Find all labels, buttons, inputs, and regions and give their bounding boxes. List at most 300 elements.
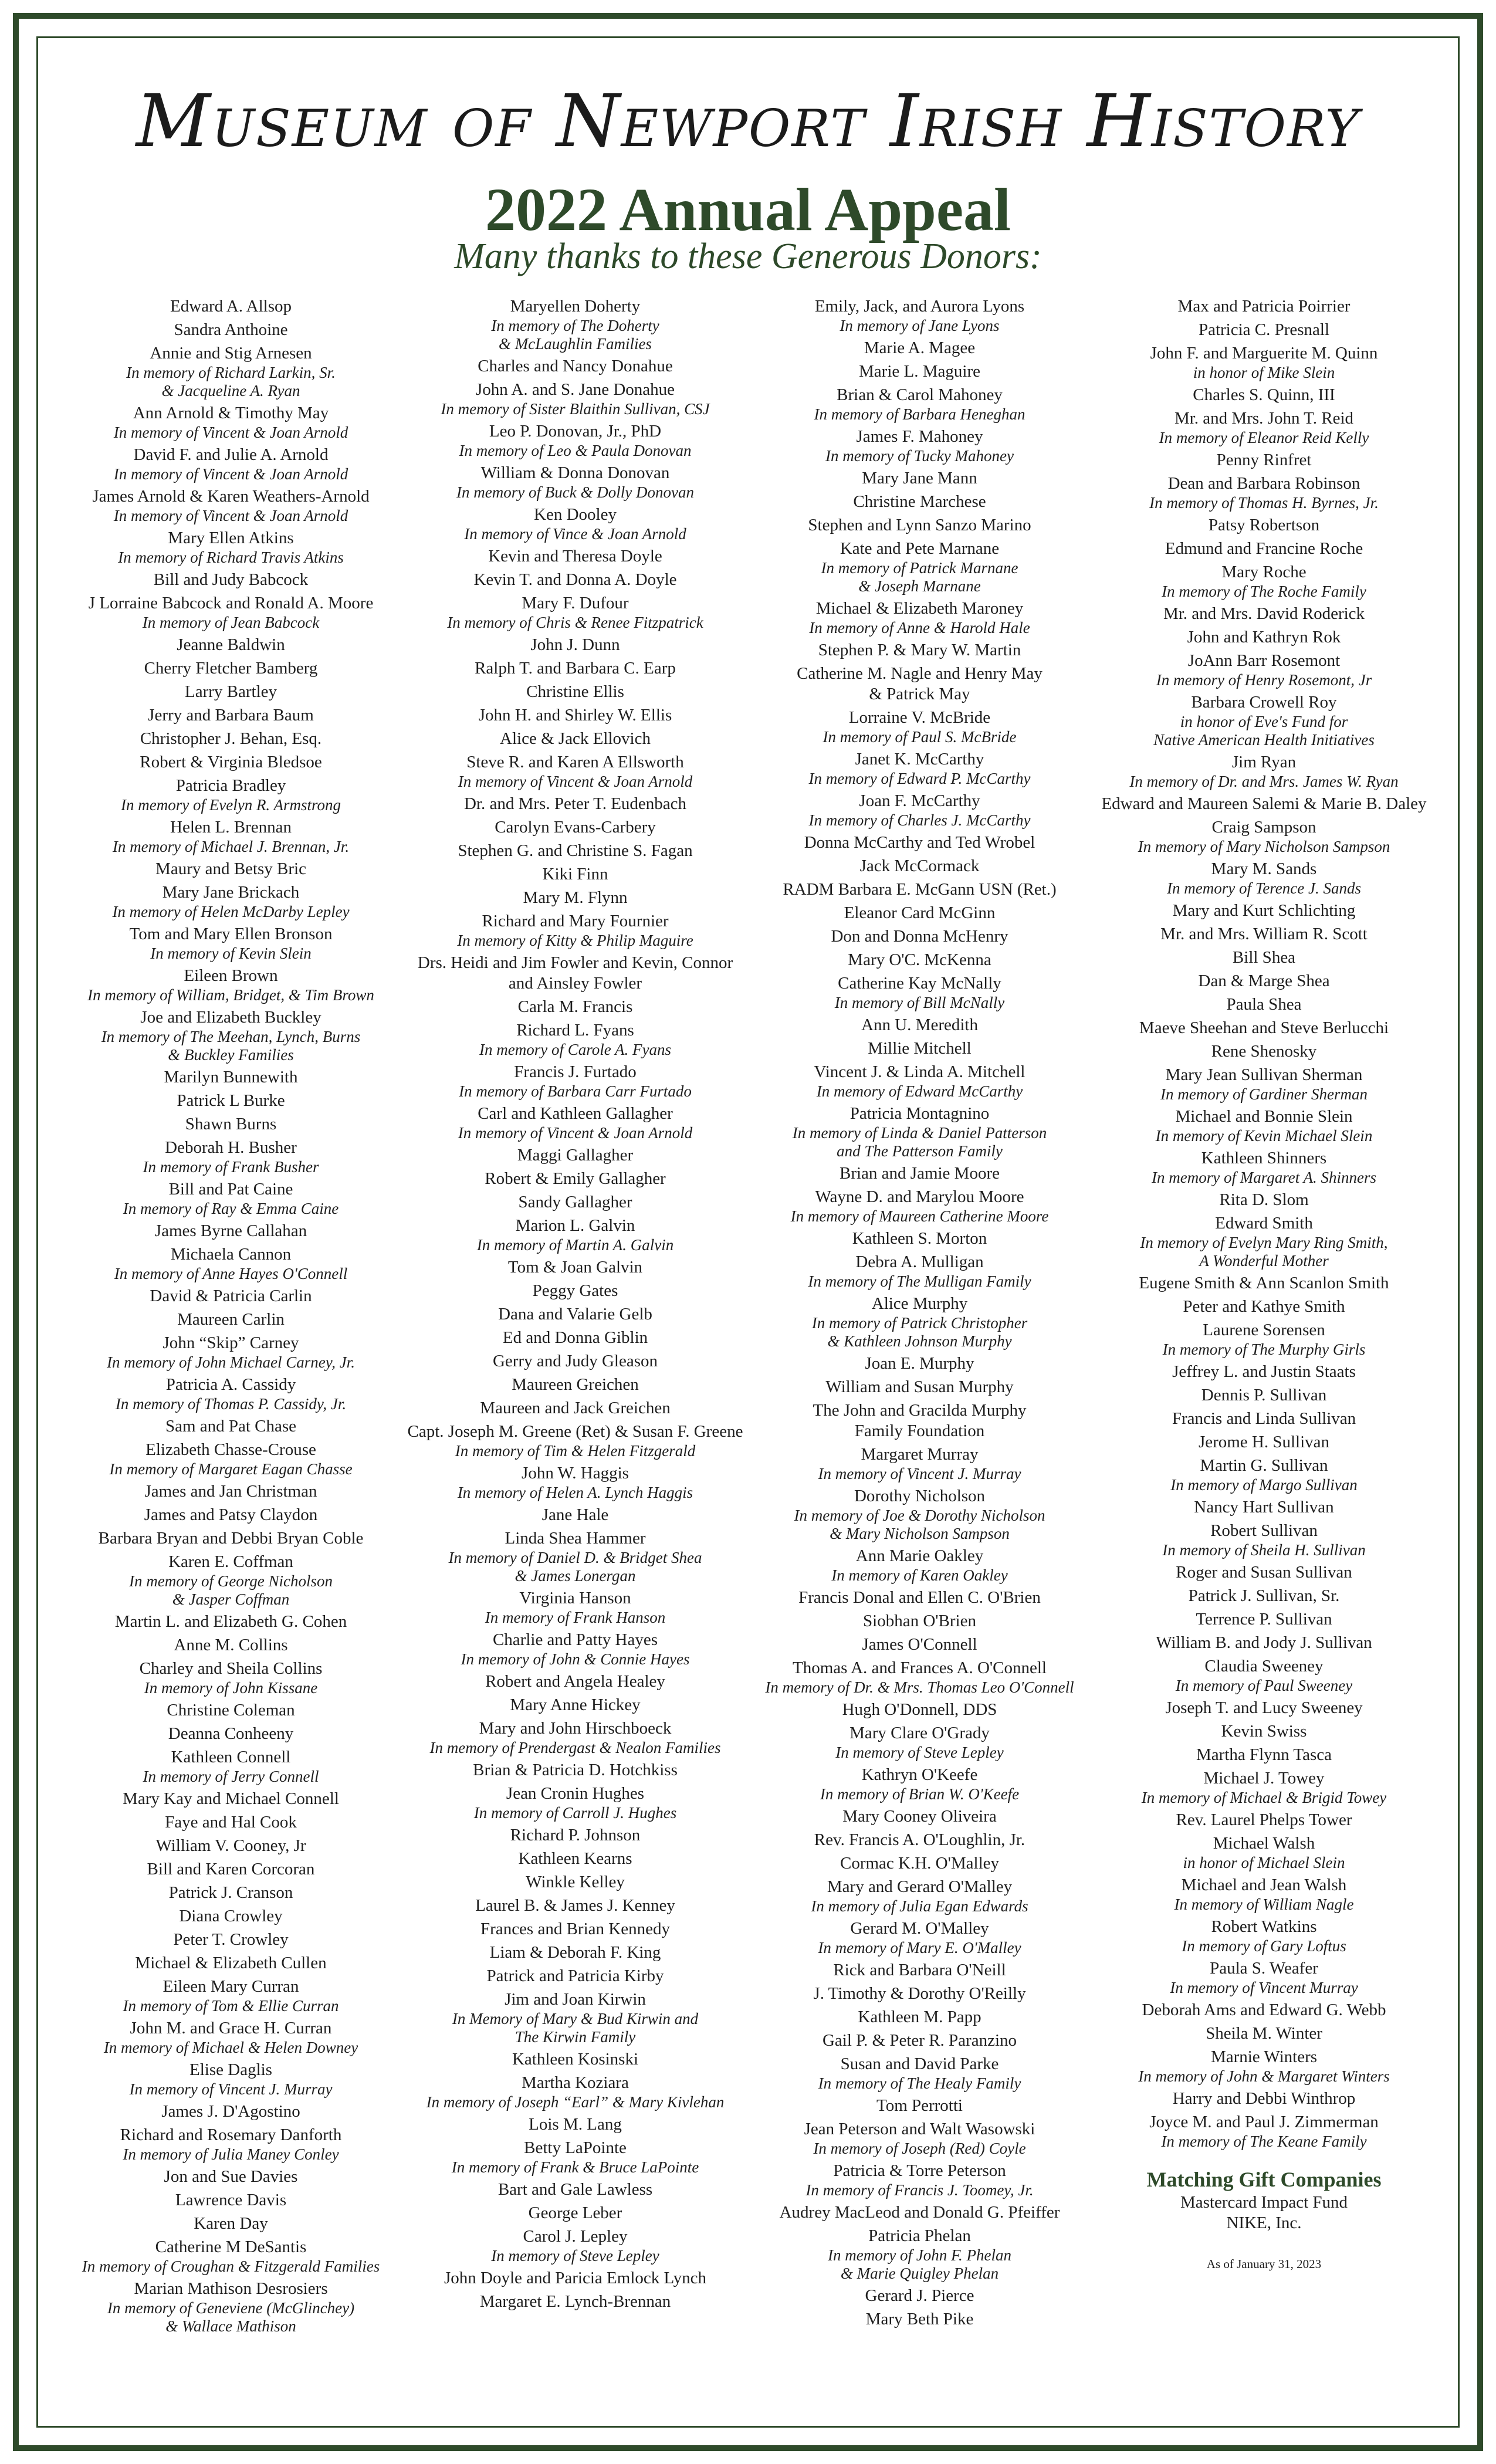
donor-entry bbox=[59, 729, 403, 752]
donor-name: JoAnn Barr Rosemont bbox=[1187, 651, 1341, 670]
donor-name: Jim Ryan bbox=[1231, 753, 1297, 771]
donor-entry bbox=[403, 635, 747, 658]
donor-name: Kathleen Shinners bbox=[1201, 1149, 1327, 1167]
donor-column-3 bbox=[747, 296, 1092, 2414]
donor-entry bbox=[403, 705, 747, 729]
donor-name: Rev. Francis A. O'Loughlin, Jr. bbox=[814, 1830, 1025, 1849]
donor-name: Richard P. Johnson bbox=[510, 1826, 641, 1844]
donor-entry bbox=[59, 817, 403, 859]
dedication-line: In memory of Henry Rosemont, Jr bbox=[1156, 671, 1372, 689]
donor-entry bbox=[59, 2018, 403, 2060]
donor-name: Patsy Robertson bbox=[1208, 516, 1320, 534]
donor-name: Drs. Heidi and Jim Fowler and Kevin, Connor bbox=[417, 953, 733, 972]
dedication-line: In memory of Dr. & Mrs. Thomas Leo O'Connell bbox=[765, 1678, 1074, 1696]
dedication-line: In memory of Vince & Joan Arnold bbox=[464, 525, 686, 543]
donor-entry bbox=[403, 1825, 747, 1849]
donor-name: Ken Dooley bbox=[534, 505, 617, 524]
dedication-line: In memory of Patrick Marnane bbox=[821, 559, 1018, 577]
donor-name-continued: Family Foundation bbox=[854, 1421, 985, 1440]
dedication-line: A Wonderful Mother bbox=[1199, 1252, 1329, 1270]
donor-name: Joyce M. and Paul J. Zimmerman bbox=[1149, 2113, 1379, 2131]
dedication-line: In memory of The Roche Family bbox=[1162, 583, 1366, 600]
donor-name: Deanna Conheeny bbox=[168, 1724, 294, 1743]
donor-entry bbox=[59, 1859, 403, 1883]
donor-entry bbox=[59, 570, 403, 593]
donor-name: Alice & Jack Ellovich bbox=[500, 729, 651, 748]
dedication-line: & Jacqueline A. Ryan bbox=[161, 382, 300, 400]
donor-entry bbox=[59, 486, 403, 528]
donor-name: Kevin and Theresa Doyle bbox=[488, 547, 662, 566]
donor-name: Stephen G. and Christine S. Fagan bbox=[458, 841, 693, 860]
donor-entry bbox=[1092, 651, 1436, 692]
donor-entry bbox=[59, 1724, 403, 1747]
donor-entry bbox=[747, 1294, 1092, 1353]
donor-entry bbox=[59, 859, 403, 882]
donor-name: William B. and Jody J. Sullivan bbox=[1156, 1633, 1372, 1652]
donor-entry bbox=[747, 1830, 1092, 1853]
dedication-line: In memory of John Kissane bbox=[144, 1679, 318, 1697]
dedication-line: In memory of John Michael Carney, Jr. bbox=[107, 1353, 355, 1371]
donor-entry bbox=[59, 1552, 403, 1612]
donor-name: Edward and Maureen Salemi & Marie B. Daley bbox=[1101, 794, 1427, 813]
donor-entry bbox=[403, 1281, 747, 1304]
donor-name: Janet K. McCarthy bbox=[855, 750, 984, 769]
donor-name: Faye and Hal Cook bbox=[165, 1813, 297, 1832]
donor-name: Eleanor Card McGinn bbox=[844, 903, 996, 922]
dedication-line: & Wallace Mathison bbox=[165, 2317, 296, 2335]
donor-name: Gail P. & Peter R. Paranzino bbox=[822, 2031, 1017, 2050]
donor-name: Thomas A. and Frances A. O'Connell bbox=[793, 1659, 1047, 1677]
dedication-line: In memory of Leo & Paula Donovan bbox=[459, 442, 692, 459]
dedication-line: In memory of Joseph (Red) Coyle bbox=[813, 2140, 1026, 2157]
donor-entry bbox=[1092, 604, 1436, 627]
dedication-line: In memory of Frank & Bruce LaPointe bbox=[451, 2158, 699, 2176]
donor-name: Annie and Stig Arnesen bbox=[150, 344, 312, 363]
dedication-line: In memory of Michael J. Brennan, Jr. bbox=[112, 838, 350, 855]
donor-name: Marie L. Maguire bbox=[859, 362, 980, 381]
donor-name: Laurene Sorensen bbox=[1203, 1321, 1325, 1339]
donor-entry bbox=[403, 794, 747, 817]
donor-name: Mr. and Mrs. David Roderick bbox=[1163, 604, 1365, 623]
donor-entry bbox=[59, 445, 403, 486]
donor-entry bbox=[59, 1953, 403, 1976]
donor-name: Dean and Barbara Robinson bbox=[1167, 474, 1360, 493]
donor-entry bbox=[1092, 1810, 1436, 1833]
dedication-line: In memory of Paul S. McBride bbox=[823, 728, 1017, 746]
donor-name: Gerard J. Pierce bbox=[865, 2286, 974, 2305]
donor-entry bbox=[403, 2073, 747, 2114]
donor-name: Michael & Elizabeth Cullen bbox=[135, 1954, 327, 1972]
donor-name: Charley and Sheila Collins bbox=[139, 1659, 323, 1678]
donor-entry bbox=[59, 1528, 403, 1552]
donor-entry bbox=[59, 1221, 403, 1244]
dedication-line: In memory of Kevin Michael Slein bbox=[1155, 1127, 1373, 1145]
donor-name: Francis and Linda Sullivan bbox=[1172, 1409, 1356, 1428]
donor-name: Kevin T. and Donna A. Doyle bbox=[473, 570, 677, 589]
dedication-line: In memory of Mary Nicholson Sampson bbox=[1138, 838, 1390, 855]
donor-entry bbox=[1092, 473, 1436, 515]
dedication-line: In memory of John & Margaret Winters bbox=[1138, 2067, 1390, 2085]
dedication-line: In memory of Kevin Slein bbox=[150, 945, 312, 962]
donor-entry bbox=[403, 505, 747, 546]
dedication-line: In memory of Helen McDarby Lepley bbox=[112, 903, 350, 920]
donor-entry bbox=[747, 2309, 1092, 2333]
donor-name: David F. and Julie A. Arnold bbox=[133, 445, 329, 464]
donor-entry bbox=[747, 664, 1092, 708]
page-title: Museum of Newport Irish History bbox=[136, 79, 1360, 164]
donor-entry bbox=[747, 926, 1092, 950]
donor-entry bbox=[403, 1718, 747, 1760]
donor-entry bbox=[59, 2060, 403, 2101]
donor-entry bbox=[1092, 2023, 1436, 2047]
dedication-line: In memory of Vincent & Joan Arnold bbox=[113, 465, 348, 483]
donor-name: Michael and Jean Walsh bbox=[1181, 1876, 1347, 1894]
donor-name: Rick and Barbara O'Neill bbox=[833, 1961, 1006, 1979]
donor-name: Christine Ellis bbox=[526, 682, 624, 701]
dedication-line: In memory of Richard Travis Atkins bbox=[118, 549, 344, 566]
donor-name: Mary O'C. McKenna bbox=[848, 950, 991, 969]
donor-entry bbox=[747, 1228, 1092, 1252]
donor-name: Barbara Crowell Roy bbox=[1191, 693, 1337, 712]
donor-name: Charles S. Quinn, III bbox=[1193, 385, 1335, 404]
donor-entry bbox=[747, 1104, 1092, 1163]
donor-entry bbox=[747, 2119, 1092, 2161]
donor-name: Dan & Marge Shea bbox=[1198, 972, 1330, 990]
dedication-line: In memory of George Nicholson bbox=[129, 1572, 333, 1590]
donor-name: Gerard M. O'Malley bbox=[850, 1919, 989, 1938]
dedication-line: In memory of Vincent J. Murray bbox=[129, 2080, 333, 2098]
dedication-line: In memory of Geneviene (McGlinchey) bbox=[107, 2299, 355, 2317]
donor-name: Stephen P. & Mary W. Martin bbox=[818, 641, 1021, 659]
donor-entry bbox=[1092, 1385, 1436, 1409]
donor-name: John M. and Grace H. Curran bbox=[130, 2019, 332, 2037]
donor-entry bbox=[747, 2007, 1092, 2030]
donor-entry bbox=[1092, 1432, 1436, 1456]
donor-name: Michaela Cannon bbox=[170, 1245, 292, 1264]
donor-name: Mary Ellen Atkins bbox=[168, 529, 294, 547]
donor-name: Bill and Karen Corcoran bbox=[147, 1860, 315, 1879]
donor-name: Bill Shea bbox=[1232, 948, 1296, 967]
donor-entry bbox=[1092, 385, 1436, 408]
donor-entry bbox=[403, 2268, 747, 2292]
donor-name: Mary Cooney Oliveira bbox=[842, 1807, 997, 1826]
donor-name: Ed and Donna Giblin bbox=[502, 1328, 648, 1347]
donor-entry bbox=[1092, 794, 1436, 817]
donor-name: Margaret E. Lynch-Brennan bbox=[479, 2292, 671, 2311]
donor-name: Rene Shenosky bbox=[1211, 1042, 1317, 1061]
donor-entry bbox=[747, 1918, 1092, 1960]
donor-name: Rev. Laurel Phelps Tower bbox=[1176, 1810, 1352, 1829]
donor-entry bbox=[747, 427, 1092, 468]
dedication-line: In memory of The Mulligan Family bbox=[808, 1272, 1031, 1290]
dedication-line: In memory of The Murphy Girls bbox=[1162, 1341, 1366, 1358]
donor-name: Mary Anne Hickey bbox=[510, 1695, 641, 1714]
donor-entry bbox=[403, 2049, 747, 2073]
donor-name: Peggy Gates bbox=[532, 1281, 618, 1300]
donor-entry bbox=[403, 1505, 747, 1528]
donor-name: Joe and Elizabeth Buckley bbox=[140, 1008, 321, 1027]
dedication-line: In memory of Terence J. Sands bbox=[1167, 879, 1361, 897]
donor-name: James Byrne Callahan bbox=[154, 1221, 307, 1240]
donor-name: Richard and Rosemary Danforth bbox=[120, 2125, 342, 2144]
donor-entry bbox=[59, 1635, 403, 1659]
donor-entry bbox=[1092, 924, 1436, 947]
dedication-line: In memory of Gardiner Sherman bbox=[1160, 1085, 1368, 1103]
donor-entry bbox=[59, 1747, 403, 1789]
dedication-line: In memory of The Doherty bbox=[491, 317, 659, 334]
donor-name: Stephen and Lynn Sanzo Marino bbox=[808, 516, 1031, 534]
donor-name: Edmund and Francine Roche bbox=[1165, 539, 1363, 558]
dedication-line: In memory of Paul Sweeney bbox=[1175, 1677, 1353, 1694]
donor-entry bbox=[403, 1695, 747, 1718]
donor-entry bbox=[59, 1067, 403, 1091]
donor-name: Michael and Bonnie Slein bbox=[1175, 1107, 1353, 1126]
donor-name: Ann Arnold & Timothy May bbox=[133, 404, 329, 422]
donor-name: Margaret Murray bbox=[861, 1445, 979, 1464]
donor-entry bbox=[747, 791, 1092, 832]
donor-name: Martha Flynn Tasca bbox=[1196, 1745, 1332, 1764]
donor-entry bbox=[747, 1806, 1092, 1830]
donor-name: Sandra Anthoine bbox=[174, 320, 288, 339]
dedication-line: in honor of Eve's Fund for bbox=[1180, 713, 1348, 730]
donor-name: Kathryn O'Keefe bbox=[861, 1765, 978, 1784]
donor-entry bbox=[747, 598, 1092, 640]
donor-name: Kathleen M. Papp bbox=[858, 2008, 981, 2026]
donor-name: Linda Shea Hammer bbox=[505, 1529, 646, 1548]
dedication-line: In memory of Patrick Christopher bbox=[811, 1314, 1028, 1332]
donor-name: Bill and Judy Babcock bbox=[153, 570, 309, 589]
donor-entry bbox=[59, 1309, 403, 1333]
donor-name: Mary M. Sands bbox=[1211, 859, 1317, 878]
dedication-line: In memory of Mary E. O'Malley bbox=[818, 1939, 1021, 1957]
donor-name: Alice Murphy bbox=[871, 1294, 968, 1313]
dedication-line: In memory of Thomas H. Byrnes, Jr. bbox=[1149, 494, 1379, 512]
donor-entry bbox=[1092, 752, 1436, 794]
donor-entry bbox=[59, 752, 403, 776]
donor-entry bbox=[403, 1328, 747, 1351]
donor-entry bbox=[1092, 1497, 1436, 1521]
appeal-heading: 2022 Annual Appeal bbox=[485, 176, 1011, 243]
dedication-line: In memory of Chris & Renee Fitzpatrick bbox=[447, 614, 703, 631]
donor-name: William V. Cooney, Jr bbox=[155, 1836, 306, 1855]
dedication-line: In memory of Carroll J. Hughes bbox=[473, 1804, 677, 1822]
donor-entry bbox=[403, 841, 747, 864]
donor-name: Kate and Pete Marnane bbox=[840, 539, 1000, 558]
dedication-line: & Marie Quigley Phelan bbox=[840, 2265, 999, 2282]
donor-name: Jerome H. Sullivan bbox=[1198, 1433, 1330, 1451]
donor-entry bbox=[403, 1942, 747, 1966]
donor-name: Patricia A. Cassidy bbox=[165, 1375, 296, 1394]
dedication-line: In memory of Joseph “Earl” & Mary Kivlehan bbox=[426, 2093, 725, 2111]
dedication-line: In memory of Buck & Dolly Donovan bbox=[456, 483, 694, 501]
donor-entry bbox=[59, 2213, 403, 2237]
dedication-line: In Memory of Mary & Bud Kirwin and bbox=[452, 2010, 699, 2028]
donor-name: J. Timothy & Dorothy O'Reilly bbox=[813, 1984, 1026, 2003]
donor-entry bbox=[1092, 1213, 1436, 1273]
donor-entry bbox=[747, 1853, 1092, 1877]
dedication-line: In memory of Daniel D. & Bridget Shea bbox=[448, 1549, 702, 1566]
dedication-line: In memory of Kitty & Philip Maguire bbox=[457, 932, 693, 949]
donor-entry bbox=[403, 817, 747, 841]
donor-name: Susan and David Parke bbox=[840, 2055, 999, 2073]
donor-entry bbox=[747, 492, 1092, 515]
donor-name: Patrick J. Sullivan, Sr. bbox=[1188, 1586, 1340, 1605]
dedication-line: In memory of Anne Hayes O'Connell bbox=[114, 1265, 348, 1282]
donor-entry bbox=[747, 2226, 1092, 2286]
donor-name: Robert Watkins bbox=[1211, 1917, 1317, 1936]
donor-name: Paula Shea bbox=[1226, 995, 1302, 1014]
donor-entry bbox=[747, 1700, 1092, 1723]
dedication-line: In memory of Joe & Dorothy Nicholson bbox=[794, 1507, 1045, 1524]
donor-entry bbox=[59, 1091, 403, 1114]
donor-entry bbox=[747, 468, 1092, 492]
donor-name: James O'Connell bbox=[862, 1635, 977, 1654]
dedication-line: & Joseph Marnane bbox=[858, 577, 981, 595]
donor-entry bbox=[1092, 1562, 1436, 1586]
donor-entry bbox=[747, 1163, 1092, 1187]
dedication-line: In memory of The Keane Family bbox=[1161, 2133, 1367, 2150]
donor-entry bbox=[747, 1960, 1092, 1984]
donor-name: George Leber bbox=[528, 2204, 622, 2222]
donor-name: Maureen and Jack Greichen bbox=[480, 1399, 671, 1417]
donor-name: Maryellen Doherty bbox=[510, 297, 641, 316]
donor-entry bbox=[59, 1375, 403, 1416]
dedication-line: The Kirwin Family bbox=[515, 2028, 636, 2046]
donor-name: Charles and Nancy Donahue bbox=[478, 357, 673, 375]
donor-name: Lois M. Lang bbox=[529, 2115, 622, 2134]
donor-name: Christopher J. Behan, Esq. bbox=[140, 729, 322, 748]
matching-company: Mastercard Impact Fund bbox=[1180, 2193, 1348, 2212]
donor-entry bbox=[59, 593, 403, 635]
donor-name: Larry Bartley bbox=[184, 682, 277, 701]
donor-name: Patricia C. Presnall bbox=[1198, 320, 1330, 339]
donor-entry bbox=[747, 1877, 1092, 1918]
donor-entry bbox=[747, 1984, 1092, 2007]
donor-name: Michael J. Towey bbox=[1203, 1769, 1325, 1788]
donor-name: Robert & Virginia Bledsoe bbox=[140, 753, 322, 771]
donor-entry bbox=[59, 966, 403, 1007]
donor-name: Maeve Sheehan and Steve Berlucchi bbox=[1139, 1018, 1389, 1037]
donor-name: Don and Donna McHenry bbox=[831, 927, 1008, 946]
donor-name: Roger and Susan Sullivan bbox=[1176, 1563, 1352, 1582]
donor-name: Edward Smith bbox=[1215, 1214, 1313, 1233]
donor-entry bbox=[403, 1872, 747, 1896]
donor-name: Patricia Phelan bbox=[868, 2226, 971, 2245]
donor-name: Carol J. Lepley bbox=[523, 2227, 628, 2246]
donor-entry bbox=[1092, 2000, 1436, 2023]
donor-entry bbox=[59, 658, 403, 682]
donor-entry bbox=[403, 953, 747, 997]
donor-name: Patrick and Patricia Kirby bbox=[486, 1967, 664, 1985]
donor-name: Edward A. Allsop bbox=[170, 297, 292, 316]
dedication-line: In memory of Maureen Catherine Moore bbox=[790, 1207, 1049, 1225]
donor-name: John A. and S. Jane Donahue bbox=[475, 380, 675, 399]
donor-entry bbox=[747, 515, 1092, 539]
donor-name: Catherine Kay McNally bbox=[838, 974, 1001, 993]
donor-entry bbox=[1092, 1018, 1436, 1041]
donor-name: James Arnold & Karen Weathers-Arnold bbox=[92, 487, 370, 506]
donor-name: Shawn Burns bbox=[185, 1115, 277, 1133]
donor-name: Patricia Montagnino bbox=[849, 1104, 990, 1123]
donor-name: Frances and Brian Kennedy bbox=[480, 1920, 670, 1938]
donor-entry bbox=[1092, 1106, 1436, 1148]
donor-name: RADM Barbara E. McGann USN (Ret.) bbox=[783, 880, 1057, 899]
donor-entry bbox=[403, 593, 747, 635]
donor-name: James F. Mahoney bbox=[856, 427, 983, 446]
donor-name: Anne M. Collins bbox=[174, 1636, 288, 1654]
dedication-line: In memory of The Healy Family bbox=[818, 2074, 1021, 2092]
donor-entry bbox=[1092, 1190, 1436, 1213]
dedication-line: In memory of Michael & Brigid Towey bbox=[1141, 1789, 1387, 1806]
donor-column-1 bbox=[59, 296, 403, 2414]
donor-name: William and Susan Murphy bbox=[825, 1377, 1014, 1396]
donor-entry bbox=[59, 2237, 403, 2279]
donor-entry bbox=[59, 1179, 403, 1221]
dedication-line: in honor of Michael Slein bbox=[1183, 1854, 1345, 1871]
donor-name: Wayne D. and Marylou Moore bbox=[815, 1187, 1024, 1206]
dedication-line: In memory of Margaret A. Shinners bbox=[1152, 1169, 1376, 1186]
donor-name: Carolyn Evans-Carbery bbox=[495, 818, 656, 837]
donor-entry bbox=[1092, 627, 1436, 651]
donor-name: Lorraine V. McBride bbox=[848, 708, 991, 727]
donor-entry bbox=[747, 749, 1092, 791]
donor-name: Steve R. and Karen A Ellsworth bbox=[466, 753, 684, 771]
donor-entry bbox=[59, 528, 403, 570]
donor-entry bbox=[1092, 515, 1436, 539]
donor-entry bbox=[1092, 1273, 1436, 1297]
donor-entry bbox=[403, 658, 747, 682]
donor-name: Harry and Debbi Winthrop bbox=[1172, 2089, 1356, 2108]
donor-name: Jeffrey L. and Justin Staats bbox=[1172, 1362, 1356, 1381]
dedication-line: In memory of William Nagle bbox=[1174, 1896, 1354, 1913]
donor-entry bbox=[1092, 1698, 1436, 1721]
donor-entry bbox=[747, 2161, 1092, 2202]
donor-entry bbox=[747, 2286, 1092, 2309]
donor-entry bbox=[403, 752, 747, 794]
donor-entry bbox=[59, 343, 403, 403]
donor-entry bbox=[403, 1020, 747, 1062]
donor-entry bbox=[747, 1588, 1092, 1611]
donor-name: Jerry and Barbara Baum bbox=[148, 706, 314, 725]
donor-entry bbox=[1092, 1633, 1436, 1656]
donor-entry bbox=[1092, 1409, 1436, 1432]
donor-entry bbox=[403, 1849, 747, 1872]
donor-entry bbox=[403, 888, 747, 911]
dedication-line: In memory of Margo Sullivan bbox=[1170, 1476, 1358, 1494]
donor-entry bbox=[747, 2054, 1092, 2096]
donor-name: Donna McCarthy and Ted Wrobel bbox=[804, 833, 1035, 852]
dedication-line: In memory of Dr. and Mrs. James W. Ryan bbox=[1129, 773, 1399, 790]
donor-name: Virginia Hanson bbox=[519, 1589, 631, 1607]
donor-name: Rita D. Slom bbox=[1219, 1190, 1309, 1209]
donor-entry bbox=[59, 1659, 403, 1700]
donor-entry bbox=[59, 1007, 403, 1067]
donor-name: Winkle Kelley bbox=[526, 1873, 625, 1891]
donor-entry bbox=[59, 1836, 403, 1859]
donor-name: Diana Crowley bbox=[179, 1907, 283, 1925]
dedication-line: In memory of Croughan & Fitzgerald Families bbox=[82, 2257, 380, 2275]
donor-entry bbox=[1092, 320, 1436, 343]
donor-entry bbox=[1092, 296, 1436, 320]
donor-entry bbox=[59, 1930, 403, 1953]
donor-entry bbox=[1092, 1656, 1436, 1698]
donor-name: Maureen Carlin bbox=[177, 1310, 285, 1329]
donor-name: Cherry Fletcher Bamberg bbox=[144, 659, 318, 678]
donor-entry bbox=[747, 385, 1092, 427]
donor-name: Eugene Smith & Ann Scanlon Smith bbox=[1139, 1274, 1389, 1292]
donor-name: Marion L. Galvin bbox=[515, 1216, 635, 1235]
donor-name: Robert and Angela Healey bbox=[485, 1672, 665, 1691]
